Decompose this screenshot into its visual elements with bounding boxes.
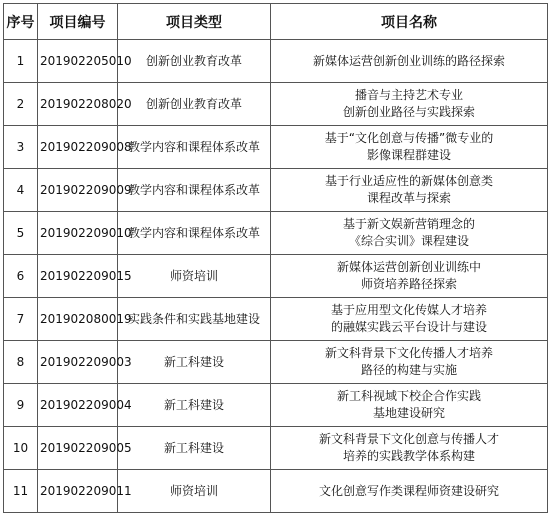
cell-code: 201902209003: [38, 341, 118, 384]
cell-name-line: 培养的实践教学体系构建: [342, 449, 475, 463]
cell-type: 教学内容和课程体系改革: [118, 169, 271, 212]
cell-name-line: 基于应用型文化传媒人才培养: [330, 303, 487, 317]
cell-code: 201902209009: [38, 169, 118, 212]
cell-name: [271, 169, 548, 212]
cell-no: 2: [4, 83, 38, 126]
cell-name-line: 基于行业适应性的新媒体创意类: [324, 174, 493, 188]
cell-no: 9: [4, 384, 38, 427]
cell-no: 1: [4, 40, 38, 83]
cell-no: 3: [4, 126, 38, 169]
cell-name-line: 影像课程群建设: [366, 148, 451, 162]
cell-code: 201902209010: [38, 212, 118, 255]
cell-code: 201902208020: [38, 83, 118, 126]
cell-type: 创新创业教育改革: [118, 83, 271, 126]
cell-code: 201902209004: [38, 384, 118, 427]
cell-name-line: 《综合实训》课程建设: [348, 234, 469, 248]
header-code: 项目编号: [38, 4, 118, 40]
cell-name: [271, 126, 548, 169]
cell-name: [271, 212, 548, 255]
cell-name-line: 师资培养路径探索: [360, 277, 457, 291]
table-row: [4, 255, 548, 298]
header-no: 序号: [4, 4, 38, 40]
cell-no: 8: [4, 341, 38, 384]
table-row: [4, 40, 548, 83]
cell-code: 201902080019: [38, 298, 118, 341]
table-row: [4, 298, 548, 341]
cell-type: 教学内容和课程体系改革: [118, 126, 271, 169]
cell-no: 10: [4, 427, 38, 470]
cell-name-line: 基地建设研究: [372, 406, 445, 420]
cell-name: [271, 83, 548, 126]
cell-no: 4: [4, 169, 38, 212]
cell-name-line: 基于新文娱新营销理念的: [342, 217, 475, 231]
cell-name-line: 的融媒实践云平台设计与建设: [330, 320, 487, 334]
cell-name-line: 基于“文化创意与传播”微专业的: [324, 131, 494, 145]
cell-name-line: 新文科背景下文化传播人才培养: [324, 346, 493, 360]
table-row: [4, 470, 548, 513]
cell-type: 新工科建设: [118, 427, 271, 470]
header-type: 项目类型: [118, 4, 271, 40]
cell-code: 201902209015: [38, 255, 118, 298]
cell-name: [271, 427, 548, 470]
cell-no: 6: [4, 255, 38, 298]
cell-code: 201902209008: [38, 126, 118, 169]
cell-name: [271, 40, 548, 83]
cell-name-line: 课程改革与探索: [366, 191, 451, 205]
cell-name-line: 创新创业路径与实践探索: [342, 105, 475, 119]
cell-type: 新工科建设: [118, 341, 271, 384]
cell-name-line: 路径的构建与实施: [360, 363, 457, 377]
cell-name-line: 播音与主持艺术专业: [354, 88, 463, 102]
cell-code: 201902205010: [38, 40, 118, 83]
project-table: [3, 3, 548, 513]
cell-name: [271, 384, 548, 427]
cell-no: 5: [4, 212, 38, 255]
table-row: [4, 212, 548, 255]
table-body: [4, 40, 548, 513]
cell-type: 师资培训: [118, 255, 271, 298]
header-row: [4, 4, 548, 40]
cell-name-line: 新文科背景下文化创意与传播人才: [318, 432, 499, 446]
table-row: [4, 384, 548, 427]
cell-name: [271, 255, 548, 298]
cell-name-line: 新媒体运营创新创业训练的路径探索: [312, 53, 505, 68]
cell-type: 实践条件和实践基地建设: [118, 298, 271, 341]
cell-name: [271, 341, 548, 384]
cell-type: 新工科建设: [118, 384, 271, 427]
cell-code: 201902209011: [38, 470, 118, 513]
table-row: [4, 83, 548, 126]
cell-type: 创新创业教育改革: [118, 40, 271, 83]
cell-name-line: 新工科视域下校企合作实践: [336, 389, 481, 403]
header-name: 项目名称: [271, 4, 548, 40]
cell-name-line: 新媒体运营创新创业训练中: [336, 260, 481, 274]
table-row: [4, 169, 548, 212]
cell-no: 7: [4, 298, 38, 341]
cell-no: 11: [4, 470, 38, 513]
table-row: [4, 427, 548, 470]
table-row: [4, 126, 548, 169]
cell-name-line: 文化创意写作类课程师资建设研究: [318, 483, 499, 498]
cell-name: [271, 470, 548, 513]
cell-name: [271, 298, 548, 341]
cell-type: 师资培训: [118, 470, 271, 513]
cell-code: 201902209005: [38, 427, 118, 470]
table-row: [4, 341, 548, 384]
cell-type: 教学内容和课程体系改革: [118, 212, 271, 255]
